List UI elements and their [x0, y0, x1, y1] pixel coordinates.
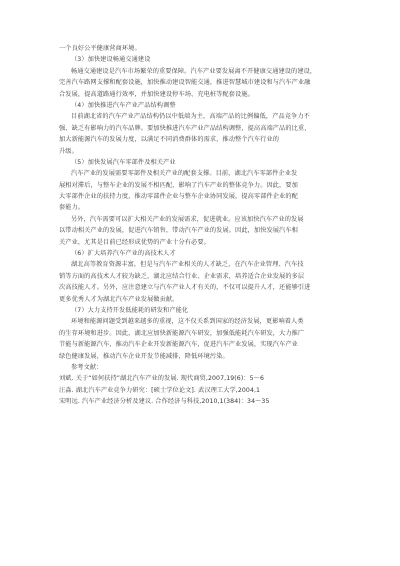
doc-line: 次高技能人才。另外，应注意建立与汽车产业人才有关的，不仅可以提升人才，还能够引进	[59, 284, 311, 292]
doc-line: 以带动相关产业的发展，促进汽车销售，带动汽车产业的发展。因此，加快发展汽车相	[59, 227, 298, 235]
doc-line: 环境和能源问题受到越来越多的重视，这不仅关系到国家的经济发展，更影响着人类	[71, 318, 304, 326]
section-heading: （6）扩大培养汽车产业的高技术人才	[71, 250, 176, 258]
doc-line: 更多优秀人才为湖北汽车产业发展做贡献。	[59, 295, 179, 303]
doc-line: 节能与新能源汽车，推动汽车企业开发新能源汽车，促进汽车产业发展，实现汽车产业	[59, 341, 298, 349]
doc-line: 销等方面的高技术人才较为缺乏，湖北应结合行业、企业需求，培养适合企业发展的多层	[59, 272, 305, 280]
doc-line: 合发展，提高道路通行效率，并加快建设停车场、充电桩等配套设施。	[59, 90, 254, 98]
doc-line: 绿色健康发展，推动汽车企业开发节能减排，降低环境污染。	[59, 352, 229, 360]
doc-line: 的生存环境和进步。因此，湖北应加快新能源汽车研发，加强低能耗汽车研发，大力推广	[59, 329, 305, 337]
section-heading: （5）加快发展汽车零部件及相关产业	[71, 158, 176, 166]
doc-line: 升级。	[59, 147, 78, 155]
doc-line: 汽车产业的发展需要零部件及相关产业的配套支撑。目前，湖北汽车零部件企业发	[71, 170, 298, 178]
doc-line: 目前湖北省的汽车产业产品结构仍以中低端为主，高端产品的比例偏低，产品竞争力不	[71, 113, 310, 121]
doc-line: 展相对滞后，与整车企业的发展不相匹配，影响了汽车产业的整体竞争力。因此，要加	[59, 181, 298, 189]
reference-item: 宋明远. 汽车产业经济分析及建议. 合作经济与科技,2010,1(384)：34～35	[59, 398, 270, 406]
doc-line: 强，缺乏有影响力的汽车品牌。要加快推进汽车产业产品结构调整，提高高端产品的比重，	[59, 124, 311, 132]
doc-line: 关产业，尤其是目前已经形成优势的产业十分有必要。	[59, 238, 210, 246]
section-heading: （3）加快建设畅通交通建设	[71, 56, 151, 64]
doc-line: 一个良好公平健康营商环境。	[59, 45, 141, 52]
document-page	[59, 43, 350, 408]
section-heading: （4）加快推进汽车产业产品结构调整	[71, 101, 176, 109]
reference-item: 汪淼. 湖北汽车产业竞争力研究：[硕士学位论文]. 武汉理工大学,2004,1	[59, 386, 261, 394]
doc-line: 加大新能源汽车的发展力度，以满足不同消费群体的需求，推动整个汽车行业的	[59, 136, 280, 144]
doc-line: 完善汽车路网支撑和配套设施，加快推动建设智能交通，推进智慧城市建设和与汽车产业融	[59, 79, 311, 87]
doc-line: 湖北高等教育资源丰富，但是与汽车产业相关的人才缺乏，在汽车企业管理、汽车技	[71, 261, 304, 269]
doc-line: 套能力。	[59, 204, 85, 212]
doc-line: 另外，汽车需要可以扩大相关产业的发展需求，促进就业。应该加快汽车产业的发展	[71, 215, 304, 223]
references-heading: 参考文献：	[71, 363, 103, 371]
doc-line: 畅通交通建设是汽车市场繁荣的重要保障。汽车产业要发展离不开健康交通建设的建设，	[71, 67, 317, 75]
doc-line: 大零部件企业的扶持力度，推动零部件企业与整车企业协同发展，提高零部件企业的配	[59, 193, 298, 201]
section-heading: （7）大力支持开发低能耗的研发和产能化	[71, 306, 189, 314]
reference-item: 刘斌. 关于“如何扶持”湖北汽车产业的发展. 现代商贸,2007,19(6)：5～6	[59, 375, 264, 383]
